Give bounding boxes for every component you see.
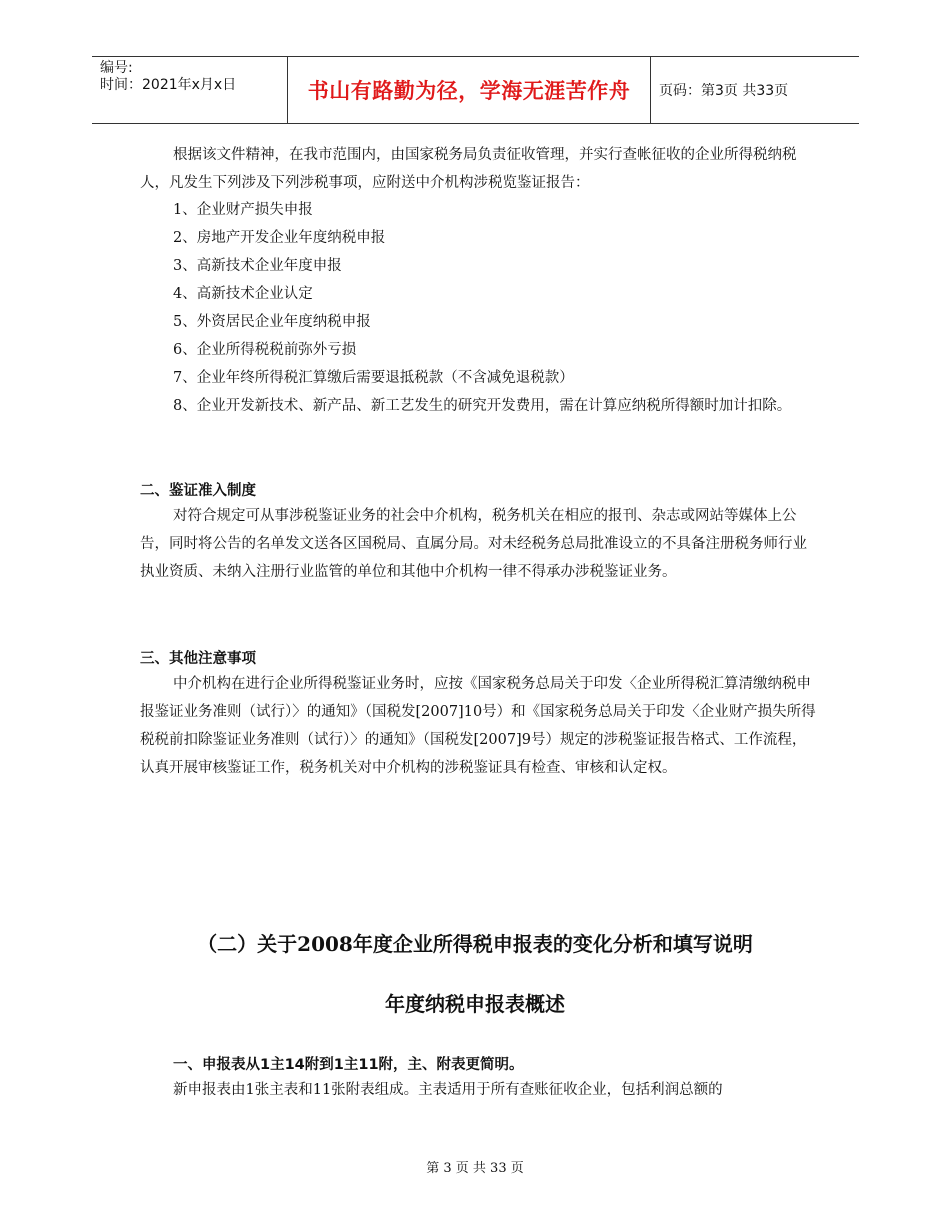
time-label: 时间：2021年x月x日 xyxy=(100,77,237,93)
list-item: 5、外资居民企业年度纳税申报 xyxy=(173,314,371,330)
section-heading: 二、鉴证准入制度 xyxy=(140,483,256,499)
list-item: 7、企业年终所得税汇算缴后需要退抵税款（不含减免退税款） xyxy=(173,370,574,386)
section-heading: 一、申报表从1主14附到1主11附，主、附表更简明。 xyxy=(173,1057,524,1073)
section-paragraph: 新申报表由1张主表和11张附表组成。主表适用于所有查账征收企业，包括利润总额的 xyxy=(173,1082,723,1098)
list-item: 8、企业开发新技术、新产品、新工艺发生的研究开发费用，需在计算应纳税所得额时加计扣除。 xyxy=(173,398,792,414)
header-motto-cell xyxy=(287,57,651,123)
header-motto: 书山有路勤为径，学海无涯苦作舟 xyxy=(307,79,631,103)
section-paragraph: 中介机构在进行企业所得税鉴证业务时，应按《国家税务总局关于印发〈企业所得税汇算清缴纳税申报鉴证业务准则（试行）〉的通知》（国税发[2007]10号）和《国家税务总局关于印发〈企业财产损失所得税税前扣除鉴证业务准则（试行）〉的通知》（国税发[2007]9号）规定的涉税鉴证报告格式、工作流程，认真开展审核鉴证工作，税务机关对中介机构的涉税鉴证具有检查、审核和认定权。 xyxy=(140,676,816,776)
page-footer: 第 3 页 共 33 页 xyxy=(426,1161,524,1176)
page-header xyxy=(92,56,859,124)
chapter-title: （二）关于2008年度企业所得税申报表的变化分析和填写说明 xyxy=(197,932,753,956)
list-item: 4、高新技术企业认定 xyxy=(173,286,313,302)
header-page-info: 页码：第3页 共33页 xyxy=(659,83,789,99)
number-label: 编号: xyxy=(100,60,133,76)
header-meta xyxy=(92,57,287,123)
list-item: 6、企业所得税税前弥外亏损 xyxy=(173,342,357,358)
intro-paragraph: 根据该文件精神，在我市范围内，由国家税务局负责征收管理，并实行查帐征收的企业所得税纳税人，凡发生下列涉及下列涉税事项，应附送中介机构涉税览鉴证报告： xyxy=(140,147,797,191)
section-heading: 三、其他注意事项 xyxy=(140,651,256,667)
list-item: 3、高新技术企业年度申报 xyxy=(173,258,342,274)
section-paragraph: 对符合规定可从事涉税鉴证业务的社会中介机构，税务机关在相应的报刊、杂志或网站等媒体上公告，同时将公告的名单发文送各区国税局、直属分局。对未经税务总局批准设立的不具备注册税务师行业执业资质、未纳入注册行业监管的单位和其他中介机构一律不得承办涉税鉴证业务。 xyxy=(140,508,807,580)
list-item: 1、企业财产损失申报 xyxy=(173,202,313,218)
list-item: 2、房地产开发企业年度纳税申报 xyxy=(173,230,386,246)
chapter-subtitle: 年度纳税申报表概述 xyxy=(385,992,565,1016)
